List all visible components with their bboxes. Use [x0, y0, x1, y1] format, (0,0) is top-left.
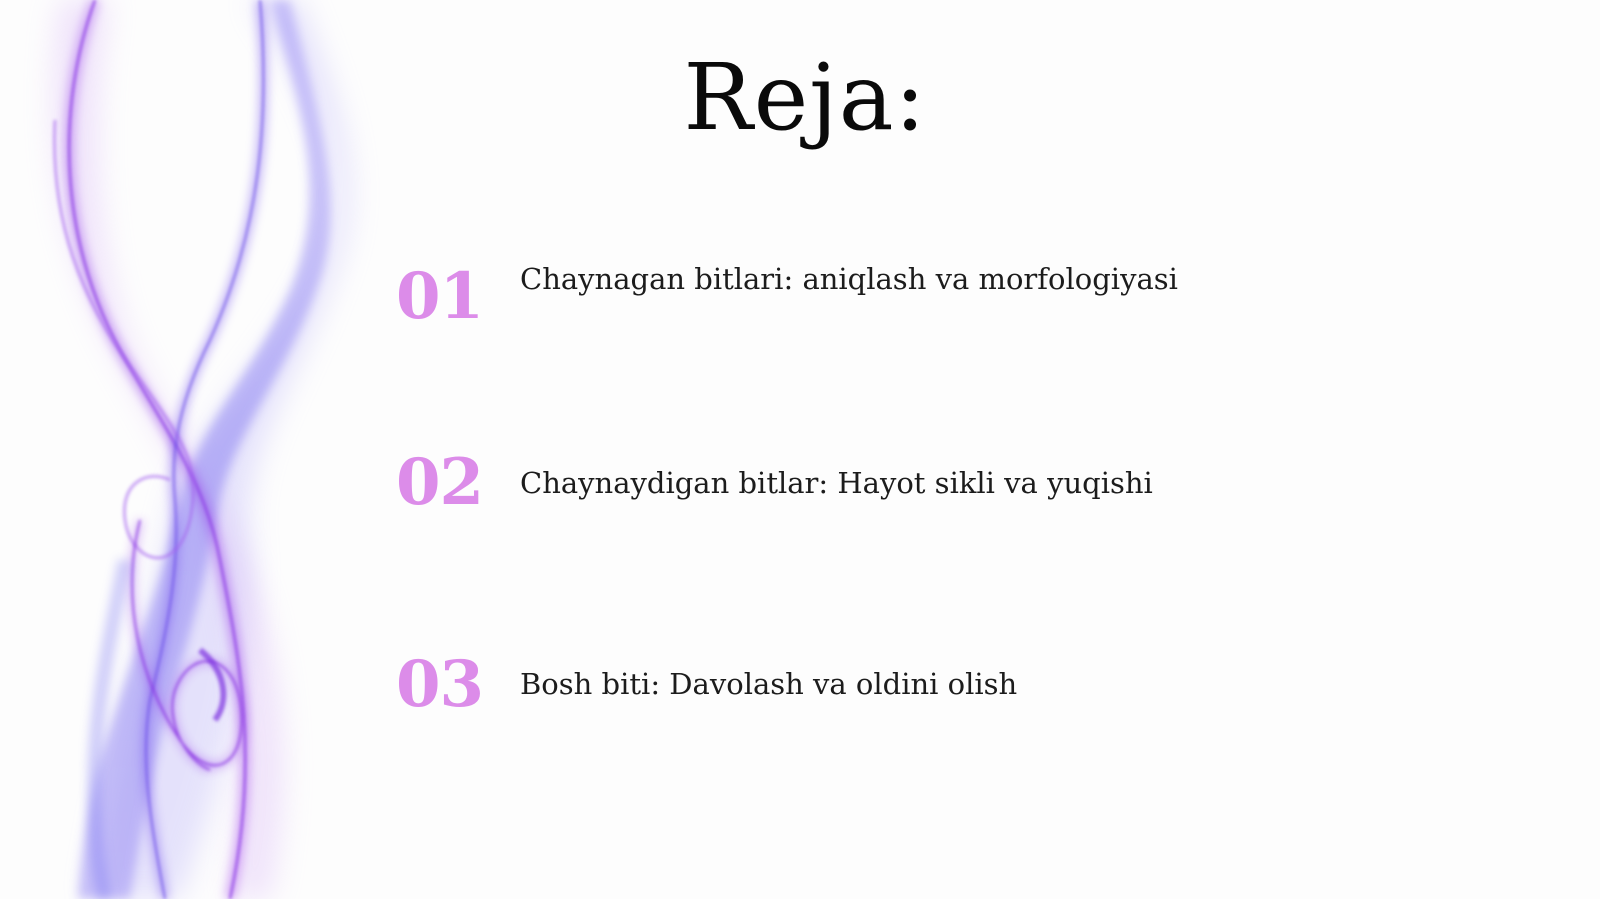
item-text: Chaynaydigan bitlar: Hayot sikli va yuqishi — [520, 466, 1153, 500]
item-text: Bosh biti: Davolash va oldini olish — [520, 667, 1018, 701]
item-number: 03 — [396, 647, 484, 722]
item-number: 02 — [396, 445, 484, 520]
item-text: Chaynagan bitlari: aniqlash va morfologiyasi — [520, 262, 1178, 296]
slide-title: Reja: — [683, 44, 927, 151]
item-number: 01 — [396, 259, 484, 334]
